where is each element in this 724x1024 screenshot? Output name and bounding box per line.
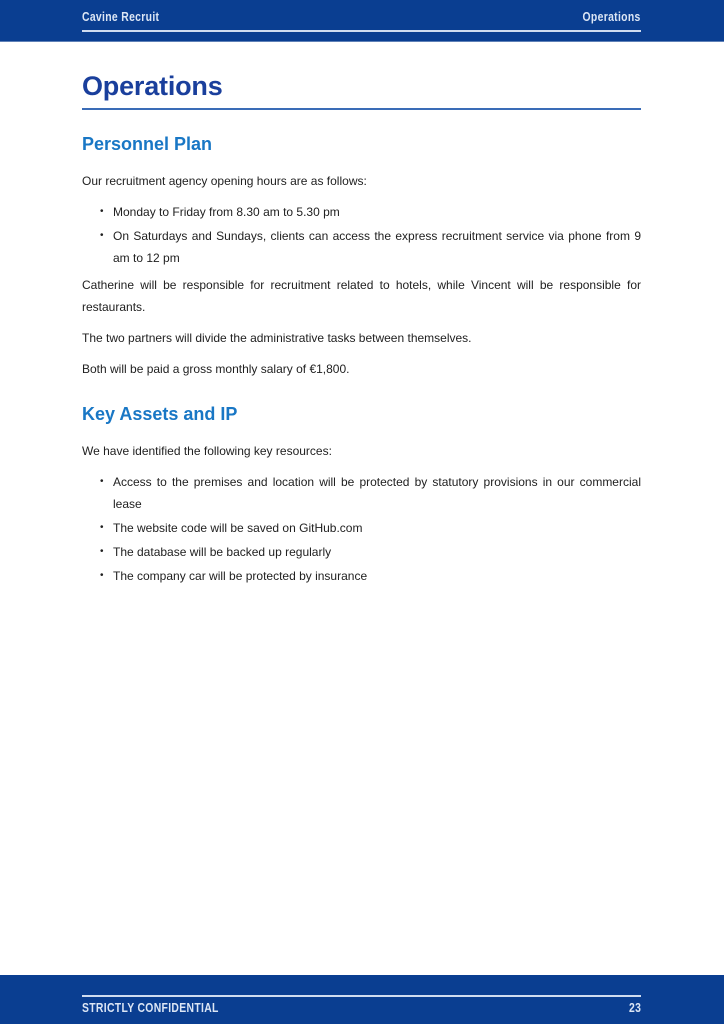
bullet-list bbox=[82, 201, 641, 269]
bullet-icon: • bbox=[100, 206, 104, 217]
bullet-item bbox=[100, 541, 641, 563]
bullet-text: Monday to Friday from 8.30 am to 5.30 pm bbox=[113, 205, 340, 219]
paragraph: Our recruitment agency opening hours are as follows: bbox=[82, 174, 367, 188]
header-left-label: Cavine Recruit bbox=[82, 9, 160, 24]
document-content bbox=[82, 42, 641, 592]
paragraph: Catherine will be responsible for recruitment related to hotels, while Vincent will be responsible for restaurants. bbox=[82, 278, 641, 314]
bullet-icon: • bbox=[100, 546, 104, 557]
bullet-text: On Saturdays and Sundays, clients can access the express recruitment service via phone from 9 am to 12 pm bbox=[113, 229, 641, 265]
bullet-icon: • bbox=[100, 522, 104, 533]
footer-label: STRICTLY CONFIDENTIAL bbox=[82, 1000, 219, 1015]
header-right-label: Operations bbox=[582, 9, 641, 24]
footer-inner bbox=[82, 975, 641, 1016]
section-heading: Personnel Plan bbox=[82, 134, 213, 154]
bullet-item bbox=[100, 517, 641, 539]
bullet-text: The company car will be protected by insurance bbox=[113, 569, 368, 583]
footer-rule bbox=[82, 995, 641, 1016]
bullet-text: Access to the premises and location will be protected by statutory provisions in our commercial lease bbox=[113, 475, 641, 511]
paragraph: Both will be paid a gross monthly salary of €1,800. bbox=[82, 362, 350, 376]
section-heading: Key Assets and IP bbox=[82, 404, 238, 424]
page-footer bbox=[0, 975, 724, 1024]
bullet-item bbox=[100, 201, 641, 223]
document-sections bbox=[82, 134, 641, 587]
bullet-list bbox=[82, 471, 641, 587]
bullet-text: The database will be backed up regularly bbox=[113, 545, 332, 559]
bullet-item bbox=[100, 225, 641, 269]
bullet-item bbox=[100, 565, 641, 587]
paragraph: We have identified the following key resources: bbox=[82, 444, 332, 458]
bullet-icon: • bbox=[100, 230, 104, 241]
bullet-item bbox=[100, 471, 641, 515]
bullet-icon: • bbox=[100, 476, 104, 487]
bullet-text: The website code will be saved on GitHub.com bbox=[113, 521, 363, 535]
page-title: Operations bbox=[82, 71, 641, 110]
page-number: 23 bbox=[628, 1000, 641, 1015]
bullet-icon: • bbox=[100, 570, 104, 581]
paragraph: The two partners will divide the administrative tasks between themselves. bbox=[82, 331, 472, 345]
page-header bbox=[0, 0, 724, 42]
header-inner bbox=[82, 0, 641, 32]
